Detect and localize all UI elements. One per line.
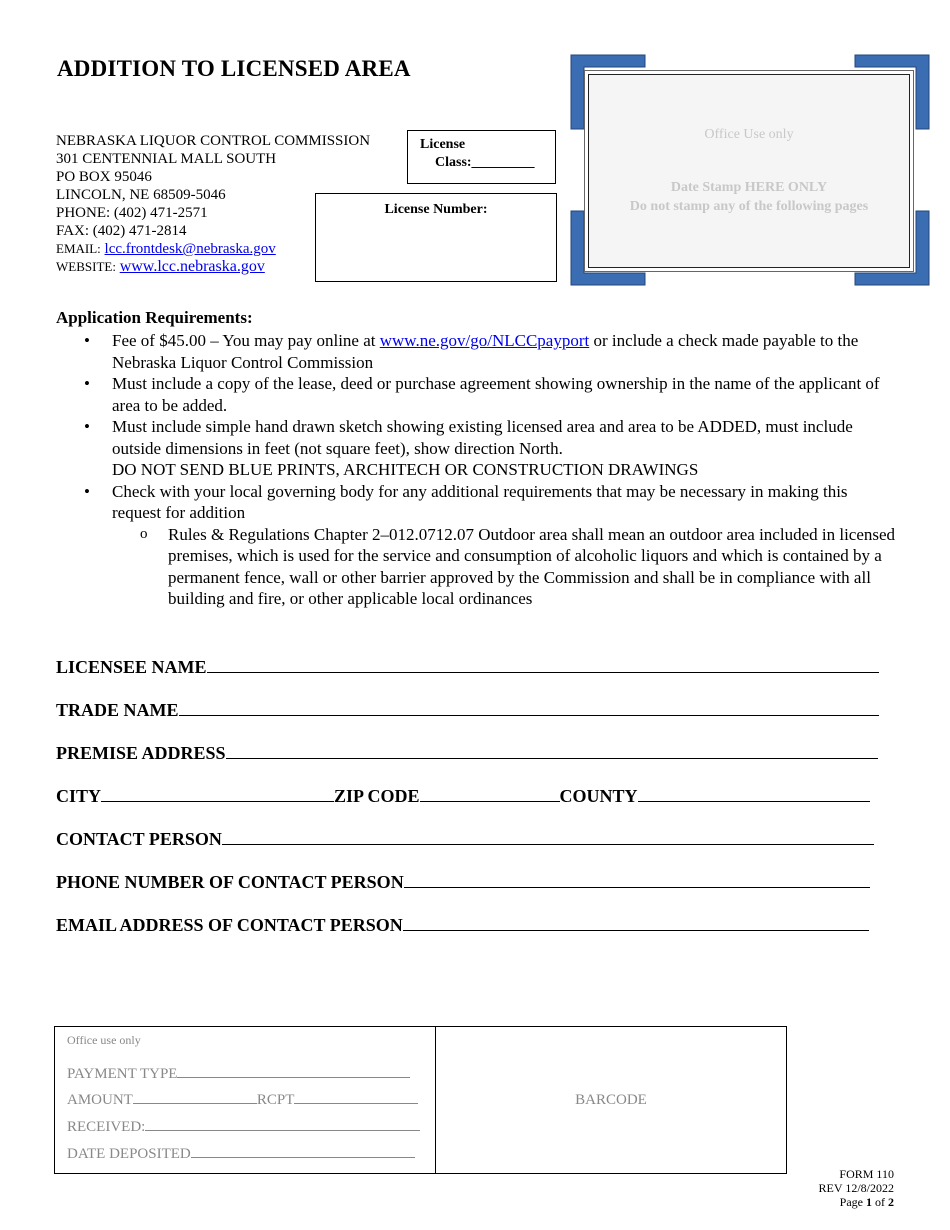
payport-link[interactable]: www.ne.gov/go/NLCCpayport	[379, 331, 590, 350]
office-use-heading: Office use only	[67, 1033, 141, 1047]
rcpt-label: RCPT	[256, 1092, 295, 1108]
city-zip-county-row	[56, 783, 870, 807]
stamp-box	[588, 74, 910, 268]
requirement-fee	[56, 330, 896, 373]
received-label: RECEIVED:	[67, 1119, 146, 1135]
license-class-label: License	[420, 137, 466, 152]
stamp-instruction-2: Do not stamp any of the following pages	[629, 199, 869, 214]
licensee-name-field[interactable]	[56, 654, 879, 678]
requirements-heading: Application Requirements:	[56, 308, 253, 327]
barcode-area	[436, 1027, 786, 1173]
fee-text-suffix: or include a check made payable to the Nebraska Liquor Control Commission	[112, 331, 859, 372]
rcpt-line[interactable]	[294, 1089, 418, 1104]
website-label: WEBSITE:	[56, 259, 116, 274]
sketch-text: • Must include simple hand drawn sketch showing existing licensed area and area to be ADDED, must include outside dimensions in feet (not square feet), show direction North.	[112, 417, 853, 458]
contact-phone-field[interactable]	[56, 869, 870, 893]
date-deposited-line[interactable]	[191, 1143, 415, 1158]
contact-person-field[interactable]	[56, 826, 874, 850]
stamp-instruction-1: Date Stamp HERE ONLY	[670, 180, 828, 195]
amount-line[interactable]	[133, 1089, 257, 1104]
agency-po-box: PO BOX 95046	[56, 169, 152, 185]
form-info	[819, 1167, 894, 1209]
premise-address-line[interactable]	[226, 740, 878, 759]
contact-email-line[interactable]	[403, 912, 869, 931]
amount-rcpt-row	[67, 1089, 418, 1109]
licensee-name-label: LICENSEE NAME	[56, 657, 207, 677]
contact-person-label: CONTACT PERSON	[56, 829, 222, 849]
requirement-governing-body: • Check with your local governing body for any additional requirements that may be necessary in making this request for addition	[56, 481, 896, 524]
requirements-list	[56, 330, 896, 610]
agency-fax: FAX: (402) 471-2814	[56, 223, 187, 239]
page-title: ADDITION TO LICENSED AREA	[57, 56, 411, 81]
contact-phone-line[interactable]	[404, 869, 870, 888]
zip-code-label: ZIP CODE	[334, 786, 420, 806]
contact-email-label: EMAIL ADDRESS OF CONTACT PERSON	[56, 915, 403, 935]
premise-address-field[interactable]	[56, 740, 878, 764]
premise-address-label: PREMISE ADDRESS	[56, 743, 226, 763]
trade-name-line[interactable]	[179, 697, 879, 716]
license-number-label: License Number:	[384, 202, 488, 217]
stamp-office-use: Office Use only	[704, 127, 794, 142]
city-line[interactable]	[101, 783, 334, 802]
date-stamp-area	[570, 54, 930, 286]
agency-address: 301 CENTENNIAL MALL SOUTH	[56, 151, 277, 167]
requirement-lease: • Must include a copy of the lease, deed or purchase agreement showing ownership in the name of the applicant of area to be added.	[56, 373, 896, 416]
licensee-name-line[interactable]	[207, 654, 879, 673]
requirement-sketch	[56, 416, 896, 481]
received-line[interactable]	[145, 1116, 420, 1131]
page-indicator	[819, 1195, 894, 1209]
payment-type-label: PAYMENT TYPE	[67, 1066, 178, 1082]
zip-code-line[interactable]	[420, 783, 560, 802]
county-line[interactable]	[638, 783, 870, 802]
agency-name: NEBRASKA LIQUOR CONTROL COMMISSION	[56, 133, 371, 149]
agency-phone: PHONE: (402) 471-2571	[56, 205, 208, 221]
page-total: 2	[888, 1195, 894, 1209]
trade-name-label: TRADE NAME	[56, 700, 179, 720]
county-label: COUNTY	[559, 786, 638, 806]
license-class-box[interactable]	[407, 130, 556, 184]
contact-person-line[interactable]	[222, 826, 874, 845]
contact-phone-label: PHONE NUMBER OF CONTACT PERSON	[56, 872, 404, 892]
requirement-rules-regulations: o Rules & Regulations Chapter 2–012.0712.07 Outdoor area shall mean an outdoor area included in licensed premises, which is used for the service and consumption of alcoholic liquors and which is contained by a permanent fence, wall or other barrier approved by the Commission and shall be in compliance with all building and fire, or other applicable local ordinances	[56, 524, 896, 610]
website-link[interactable]: www.lcc.nebraska.gov	[119, 258, 265, 275]
barcode-label: BARCODE	[575, 1091, 647, 1108]
form-revision: REV 12/8/2022	[818, 1181, 894, 1195]
email-label: EMAIL:	[56, 241, 101, 256]
form-number: FORM 110	[839, 1167, 894, 1181]
office-use-section	[55, 1027, 436, 1173]
page-prefix: Page	[839, 1195, 866, 1209]
received-row	[67, 1116, 420, 1136]
amount-label: AMOUNT	[67, 1092, 133, 1108]
license-class-field: Class:_________	[435, 155, 535, 170]
page-number: 1	[866, 1195, 872, 1209]
page-of: of	[872, 1195, 888, 1209]
date-deposited-label: DATE DEPOSITED	[67, 1146, 191, 1162]
payment-type-line[interactable]	[177, 1063, 410, 1078]
date-deposited-row	[67, 1143, 415, 1163]
contact-email-field[interactable]	[56, 912, 869, 936]
trade-name-field[interactable]	[56, 697, 879, 721]
license-number-box[interactable]	[315, 193, 557, 282]
no-blueprints-text: DO NOT SEND BLUE PRINTS, ARCHITECH OR CONSTRUCTION DRAWINGS	[112, 460, 699, 479]
agency-city: LINCOLN, NE 68509-5046	[56, 187, 226, 203]
email-link[interactable]: lcc.frontdesk@nebraska.gov	[104, 241, 276, 257]
office-use-box	[54, 1026, 787, 1174]
payment-type-row	[67, 1063, 410, 1083]
city-label: CITY	[56, 786, 102, 806]
fee-text: Fee of $45.00 – You may pay online at	[112, 331, 380, 350]
